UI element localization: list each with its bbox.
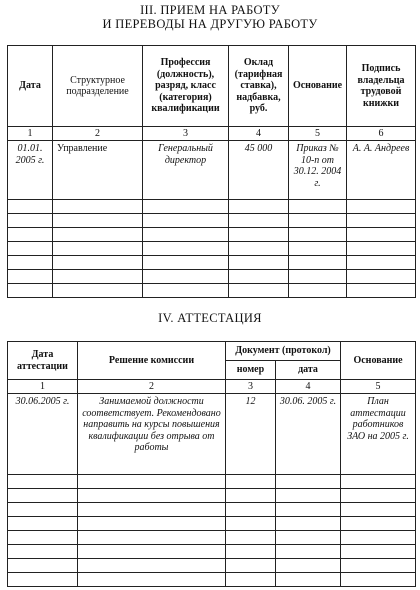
cell-attestation-basis: План аттестации работников ЗАО на 2005 г. bbox=[341, 394, 416, 475]
blank-row bbox=[8, 531, 416, 545]
section-3-title bbox=[0, 4, 420, 31]
attestation-table-header bbox=[8, 342, 416, 361]
blank-row bbox=[8, 242, 416, 256]
blank-row bbox=[8, 475, 416, 489]
column-number: 5 bbox=[341, 380, 416, 394]
header-date: Дата bbox=[8, 46, 53, 127]
column-number: 5 bbox=[289, 127, 347, 141]
cell-signature: А. А. Андреев bbox=[347, 141, 416, 200]
header-attestation-basis: Основание bbox=[341, 342, 416, 380]
header-decision: Решение комиссии bbox=[78, 342, 226, 380]
cell-decision: Занимаемой должности соответствует. Рекомендовано направить на курсы повышения квалификации без отрыва от работы bbox=[78, 394, 226, 475]
blank-row bbox=[8, 214, 416, 228]
column-number: 6 bbox=[347, 127, 416, 141]
attestation-table bbox=[7, 341, 416, 587]
cell-attestation-date: 30.06.2005 г. bbox=[8, 394, 78, 475]
section-3-title-line-1: III. ПРИЕМ НА РАБОТУ bbox=[140, 3, 280, 17]
blank-row bbox=[8, 270, 416, 284]
blank-row bbox=[8, 517, 416, 531]
blank-row bbox=[8, 503, 416, 517]
blank-row bbox=[8, 489, 416, 503]
blank-row bbox=[8, 545, 416, 559]
column-number: 2 bbox=[78, 380, 226, 394]
header-department: Структурное подразделение bbox=[53, 46, 143, 127]
cell-doc-date: 30.06. 2005 г. bbox=[276, 394, 341, 475]
blank-row bbox=[8, 228, 416, 242]
blank-row bbox=[8, 573, 416, 587]
cell-department: Управление bbox=[53, 141, 143, 200]
blank-row bbox=[8, 200, 416, 214]
header-attestation-date: Дата аттестации bbox=[8, 342, 78, 380]
cell-position: Генеральный директор bbox=[143, 141, 229, 200]
column-number-row bbox=[8, 127, 416, 141]
employment-table bbox=[7, 45, 416, 298]
column-number: 4 bbox=[276, 380, 341, 394]
cell-basis: Приказ № 10-п от 30.12. 2004 г. bbox=[289, 141, 347, 200]
section-3-title-line-2: И ПЕРЕВОДЫ НА ДРУГУЮ РАБОТУ bbox=[102, 16, 318, 31]
section-4-title: IV. АТТЕСТАЦИЯ bbox=[158, 311, 262, 325]
table-row bbox=[8, 394, 416, 475]
cell-date: 01.01. 2005 г. bbox=[8, 141, 53, 200]
cell-salary: 45 000 bbox=[229, 141, 289, 200]
header-signature: Подпись владельца трудовой книжки bbox=[347, 46, 416, 127]
column-number: 3 bbox=[143, 127, 229, 141]
header-basis: Основание bbox=[289, 46, 347, 127]
employment-table-header bbox=[8, 46, 416, 127]
header-doc-number: номер bbox=[226, 361, 276, 380]
column-number: 3 bbox=[226, 380, 276, 394]
blank-row bbox=[8, 284, 416, 298]
column-number: 1 bbox=[8, 127, 53, 141]
column-number: 1 bbox=[8, 380, 78, 394]
cell-doc-number: 12 bbox=[226, 394, 276, 475]
blank-row bbox=[8, 559, 416, 573]
header-doc-date: дата bbox=[276, 361, 341, 380]
blank-row bbox=[8, 256, 416, 270]
column-number: 2 bbox=[53, 127, 143, 141]
column-number-row bbox=[8, 380, 416, 394]
table-row bbox=[8, 141, 416, 200]
header-salary: Оклад (тарифная ставка), надбавка, руб. bbox=[229, 46, 289, 127]
header-document: Документ (протокол) bbox=[226, 342, 341, 361]
header-position: Профессия (должность), разряд, класс (категория) квалификации bbox=[143, 46, 229, 127]
column-number: 4 bbox=[229, 127, 289, 141]
